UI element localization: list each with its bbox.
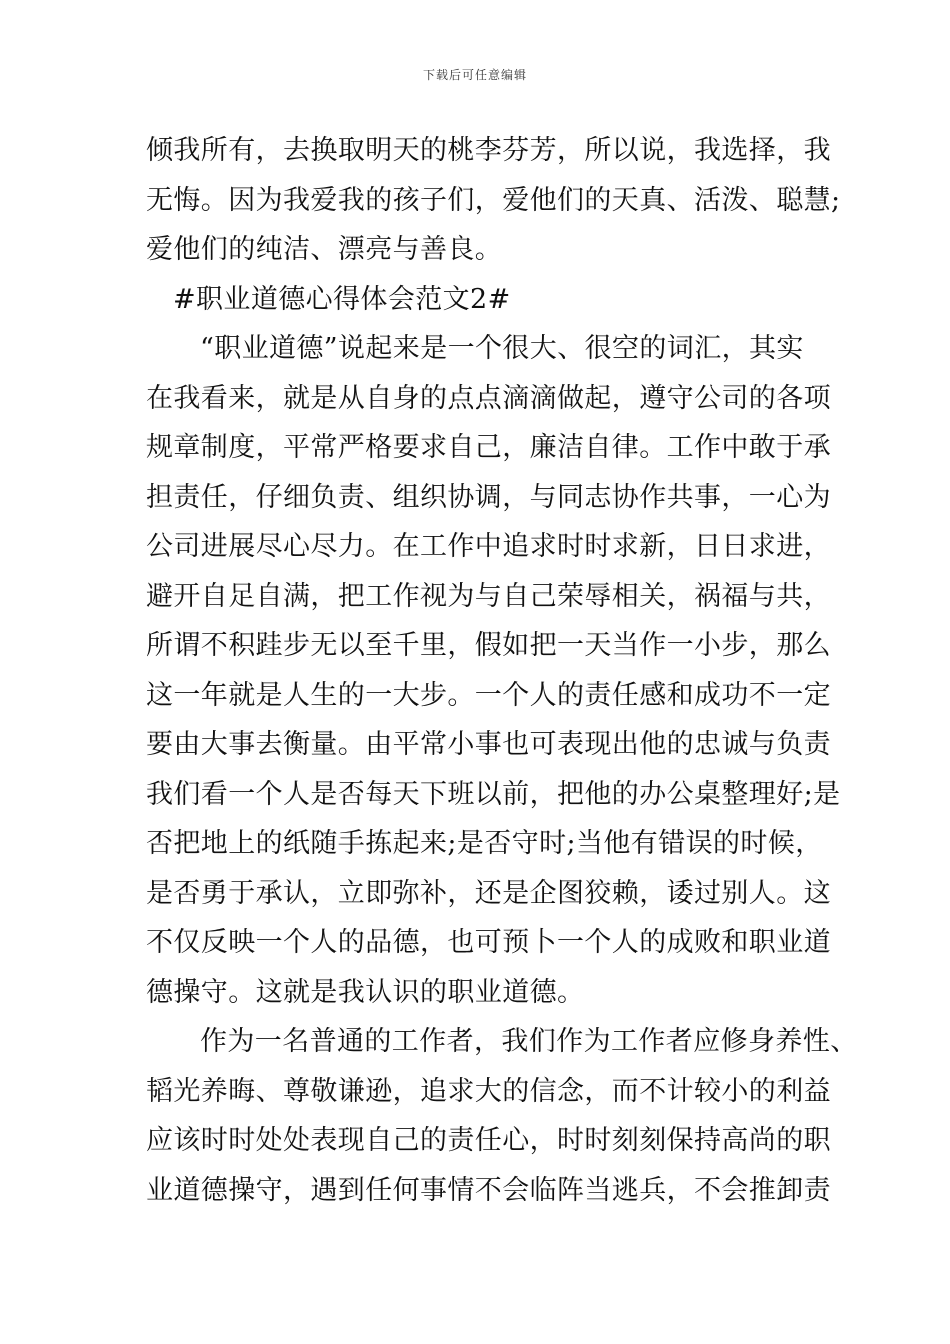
text-line: 韬光养晦、尊敬谦逊，追求大的信念，而不计较小的利益 <box>146 1075 831 1107</box>
text-line: 德操守。这就是我认识的职业道德。 <box>146 976 585 1008</box>
text-line: 无悔。因为我爱我的孩子们，爱他们的天真、活泼、聪慧; <box>146 184 841 216</box>
text-line: 爱他们的纯洁、漂亮与善良。 <box>146 234 503 265</box>
text-line: 作为一名普通的工作者，我们作为工作者应修身养性、 <box>200 1026 858 1057</box>
text-line: 在我看来，就是从自身的点点滴滴做起，遵守公司的各项 <box>146 382 831 414</box>
text-line: 担责任，仔细负责、组织协调，与同志协作共事，一心为 <box>146 481 831 513</box>
text-line: 业道德操守，遇到任何事情不会临阵当逃兵，不会推卸责 <box>146 1174 831 1206</box>
text-line: 公司进展尽心尽力。在工作中追求时时求新，日日求进， <box>146 531 831 562</box>
section-heading: #职业道德心得体会范文2# <box>173 283 511 315</box>
text-line: 应该时时处处表现自己的责任心，时时刻刻保持高尚的职 <box>146 1125 831 1156</box>
text-line: 所谓不积跬步无以至千里，假如把一天当作一小步，那么 <box>146 630 831 661</box>
text-line: 规章制度，平常严格要求自己，廉洁自律。工作中敢于承 <box>146 432 831 463</box>
text-line: 不仅反映一个人的品德，也可预卜一个人的成败和职业道 <box>146 927 831 958</box>
text-line: 否把地上的纸随手拣起来;是否守时;当他有错误的时候， <box>146 828 823 859</box>
text-line: 是否勇于承认，立即弥补，还是企图狡赖，诿过别人。这 <box>146 877 831 909</box>
document-body <box>146 126 858 1215</box>
page-header: 下载后可任意编辑 <box>422 68 527 82</box>
text-line: 避开自足自满，把工作视为与自己荣辱相关，祸福与共， <box>146 580 831 612</box>
text-line: 我们看一个人是否每天下班以前，把他的办公桌整理好;是 <box>146 778 841 810</box>
text-line: 倾我所有，去换取明天的桃李芬芳，所以说，我选择，我 <box>146 135 831 166</box>
text-line: “职业道德”说起来是一个很大、很空的词汇，其实 <box>200 333 804 364</box>
text-line: 要由大事去衡量。由平常小事也可表现出他的忠诚与负责 <box>146 729 831 760</box>
text-line: 这一年就是人生的一大步。一个人的责任感和成功不一定 <box>146 679 831 711</box>
